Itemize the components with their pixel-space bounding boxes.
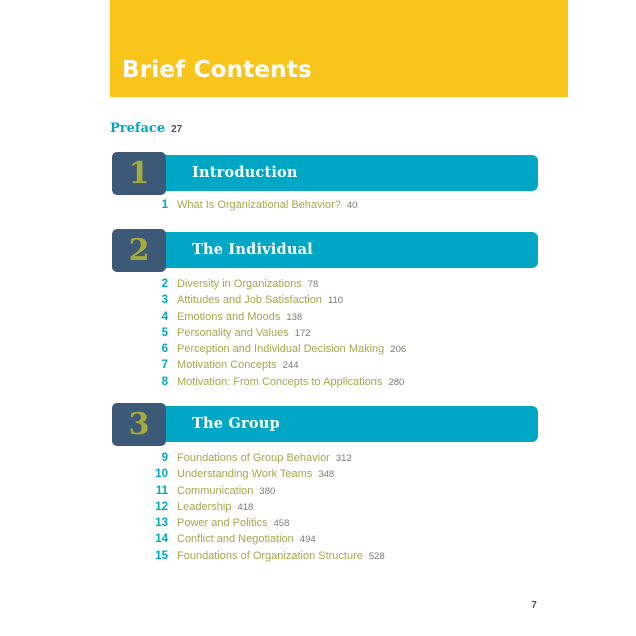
chapter-number: 4 xyxy=(161,310,168,323)
chapter-list xyxy=(112,276,538,390)
section-number: 2 xyxy=(128,232,150,268)
chapter-page-number: 380 xyxy=(259,485,276,497)
chapter-page-number: 348 xyxy=(318,469,335,481)
section-the-group xyxy=(112,403,538,564)
preface-entry xyxy=(110,121,182,137)
chapter-number: 13 xyxy=(155,517,168,530)
header-band xyxy=(110,0,568,97)
chapter-number: 1 xyxy=(161,199,168,211)
chapter-number: 6 xyxy=(161,343,168,356)
section-number-box xyxy=(112,229,166,272)
chapter-page-number: 244 xyxy=(282,360,299,372)
chapter-page-number: 458 xyxy=(273,518,290,530)
chapter-list xyxy=(112,197,538,213)
chapter-number: 10 xyxy=(155,468,168,481)
preface-page-number: 27 xyxy=(171,124,183,135)
section-banner xyxy=(112,152,538,195)
chapter-entry xyxy=(112,531,538,547)
chapter-title: Conflict and Negotiation xyxy=(177,533,294,546)
chapter-entry xyxy=(112,548,538,564)
chapter-page-number: 494 xyxy=(299,534,316,546)
chapter-entry xyxy=(112,309,538,325)
chapter-entry xyxy=(112,357,538,373)
chapter-number: 7 xyxy=(161,359,168,372)
chapter-number: 3 xyxy=(161,294,168,307)
section-number: 1 xyxy=(128,155,150,191)
chapter-number: 9 xyxy=(161,452,168,464)
section-title: The Individual xyxy=(192,241,313,258)
chapter-entry xyxy=(112,450,538,466)
chapter-title: Power and Politics xyxy=(177,517,268,530)
chapter-page-number: 138 xyxy=(286,311,303,323)
chapter-number: 11 xyxy=(155,484,168,497)
chapter-title: Motivation Concepts xyxy=(177,359,277,372)
chapter-page-number: 40 xyxy=(346,200,358,211)
chapter-number: 15 xyxy=(155,549,168,562)
section-number: 3 xyxy=(128,406,150,442)
chapter-number: 14 xyxy=(155,533,168,546)
section-banner-bar xyxy=(115,155,538,191)
section-title: The Group xyxy=(192,415,280,432)
chapter-title: Attitudes and Job Satisfaction xyxy=(177,294,322,307)
chapter-number: 12 xyxy=(155,500,168,513)
chapter-title: Foundations of Group Behavior xyxy=(177,452,330,464)
chapter-number: 2 xyxy=(161,278,168,290)
chapter-list xyxy=(112,450,538,564)
folio-page-number: 7 xyxy=(531,600,537,611)
chapter-number: 8 xyxy=(161,375,168,388)
chapter-title: Understanding Work Teams xyxy=(177,468,313,481)
section-banner xyxy=(112,403,538,446)
section-number-box xyxy=(112,403,166,446)
chapter-title: Personality and Values xyxy=(177,326,289,339)
chapter-entry xyxy=(112,374,538,390)
chapter-page-number: 172 xyxy=(294,327,311,339)
chapter-page-number: 418 xyxy=(237,501,254,513)
chapter-entry xyxy=(112,515,538,531)
chapter-page-number: 78 xyxy=(307,279,319,290)
chapter-page-number: 110 xyxy=(327,295,344,307)
chapter-page-number: 280 xyxy=(388,376,405,388)
chapter-title: Diversity in Organizations xyxy=(177,278,302,290)
section-number-box xyxy=(112,152,166,195)
chapter-entry xyxy=(112,341,538,357)
preface-label: Preface xyxy=(110,121,166,136)
section-banner-bar xyxy=(115,232,538,268)
chapter-entry xyxy=(112,499,538,515)
section-the-individual xyxy=(112,229,538,390)
chapter-title: Communication xyxy=(177,484,254,497)
page-title: Brief Contents xyxy=(122,57,312,83)
chapter-entry xyxy=(112,483,538,499)
chapter-entry xyxy=(112,292,538,308)
chapter-page-number: 206 xyxy=(390,344,407,356)
section-banner xyxy=(112,229,538,272)
chapter-title: Emotions and Moods xyxy=(177,310,281,323)
section-banner-bar xyxy=(115,406,538,442)
chapter-page-number: 312 xyxy=(335,453,352,464)
chapter-title: Motivation: From Concepts to Applications xyxy=(177,375,383,388)
section-introduction xyxy=(112,152,538,213)
chapter-title: Perception and Individual Decision Making xyxy=(177,343,385,356)
chapter-title: Foundations of Organization Structure xyxy=(177,549,363,562)
chapter-entry xyxy=(112,197,538,213)
section-title: Introduction xyxy=(192,164,298,181)
chapter-title: What Is Organizational Behavior? xyxy=(177,199,341,211)
chapter-entry xyxy=(112,466,538,482)
chapter-page-number: 528 xyxy=(368,550,385,562)
chapter-entry xyxy=(112,276,538,292)
chapter-number: 5 xyxy=(161,326,168,339)
chapter-title: Leadership xyxy=(177,500,232,513)
chapter-entry xyxy=(112,325,538,341)
